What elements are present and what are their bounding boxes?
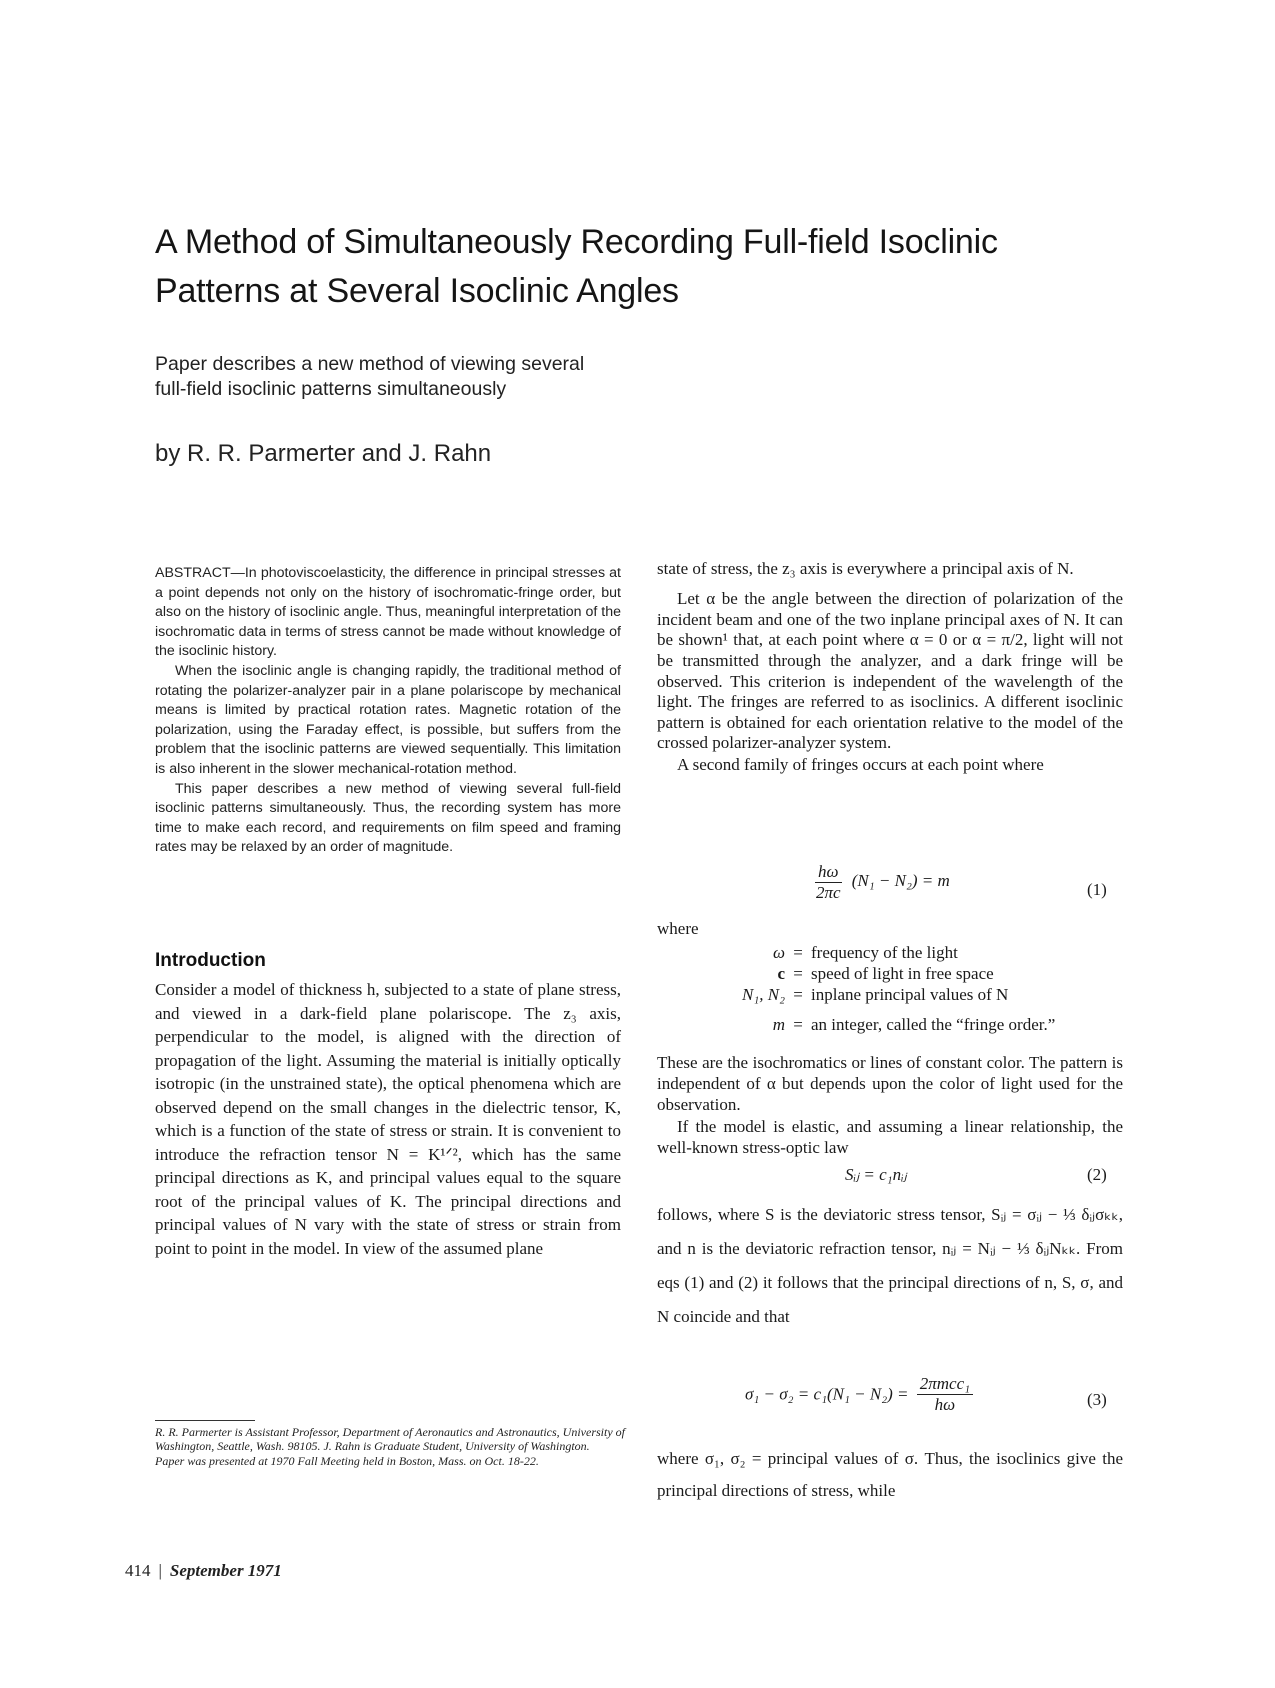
intro-paragraph-1: Consider a model of thickness h, subjected to a state of plane stress, and viewed in a dark-field plane polariscope. The z₃ axis, perpendicular to the model, is aligned with the direction of propagation of the light. Assuming the material is initially optically isotropic (in the unstrained state), the optical phenomena which are observed depend on the small changes in the dielectric tensor, K, which is a function of the state of stress or strain. It is convenient to introduce the refraction tensor N = K¹ᐟ², which has the same principal directions as K, and principal values equal to the square root of the principal values of K. The principal directions and principal values of N vary with the state of stress or strain from point to point in the model. In view of the assumed plane (155, 980, 621, 1258)
right-column-middle (657, 1052, 1123, 1158)
subtitle-line-1: Paper describes a new method of viewing several (155, 353, 585, 375)
footnote (155, 1426, 625, 1471)
title-line-2: Patterns at Several Isoclinic Angles (155, 272, 679, 310)
where-symbol: N₁, N₂ (742, 985, 785, 1005)
abstract (155, 564, 621, 858)
eq3-lhs: σ₁ − σ₂ = c₁(N₁ − N₂) = (745, 1384, 909, 1404)
right-column-top (657, 558, 1123, 775)
where-item-n1n2: N₁, N₂ = inplane principal values of N (657, 984, 1123, 1005)
eq1-rest: (N₁ − N₂) = m (851, 871, 950, 891)
eq1-numerator: hω (815, 862, 842, 883)
right-paragraph-3: These are the isochromatics or lines of constant color. The pattern is independent of α but depends upon the color of light used for the observation. (657, 1053, 1123, 1115)
footnote-rule (155, 1420, 255, 1421)
abstract-paragraph-3: This paper describes a new method of viewing several full-field isoclinic patterns simultaneously. Thus, the recording system has more time to make each record, and requirements on film speed and framing rates may be relaxed by an order of magnitude. (155, 780, 621, 856)
right-column-lower (657, 1198, 1123, 1334)
where-item-c: c = speed of light in free space (657, 963, 1123, 984)
eq1-denominator: 2πc (815, 883, 841, 902)
where-definition: inplane principal values of N (811, 985, 1009, 1005)
eq1-fraction (815, 862, 842, 903)
eq3-denominator: hω (934, 1395, 956, 1414)
footnote-presentation: Paper was presented at 1970 Fall Meeting held in Boston, Mass. on Oct. 18-22. (155, 1454, 539, 1468)
right-paragraph-2: A second family of fringes occurs at each point where (677, 754, 1044, 774)
page-number: 414 (125, 1561, 151, 1580)
paper-subtitle (155, 352, 655, 402)
folio-separator: | (158, 1561, 162, 1580)
right-paragraph-5: follows, where S is the deviatoric stress tensor, Sᵢⱼ = σᵢⱼ − ⅓ δᵢⱼσₖₖ, and n is the deviatoric refraction tensor, nᵢⱼ = Nᵢⱼ − ⅓ δᵢⱼNₖₖ. From eqs (1) and (2) it follows that the principal directions of n, S, σ, and N coincide and that (657, 1205, 1123, 1326)
abstract-paragraph-2: When the isoclinic angle is changing rapidly, the traditional method of rotating the polarizer-analyzer pair in a plane polariscope by mechanical means is limited by practical rotation rates. Magnetic rotation of the polarization, using the Faraday effect, is possible, but suffers from the problem that the isoclinic patterns are viewed sequentially. This limitation is also inherent in the slower mechanical-rotation method. (155, 662, 621, 777)
where-symbol: m (772, 1014, 785, 1034)
eq3-fraction (917, 1374, 973, 1415)
where-symbol: c (777, 964, 785, 984)
paper-title (155, 218, 1115, 316)
right-paragraph-6: where σ₁, σ₂ = principal values of σ. Thus, the isoclinics give the principal directions of stress, while (657, 1449, 1123, 1500)
equation-2-number: (2) (1087, 1165, 1107, 1184)
abstract-paragraph-1: ABSTRACT—In photoviscoelasticity, the difference in principal stresses at a point depends not only on the history of isochromatic-fringe order, but also on the history of isoclinic angle. Thus, meaningful interpretation of the isochromatic data in terms of stress cannot be made without knowledge of the isoclinic history. (155, 565, 621, 660)
where-symbol: ω (772, 943, 785, 962)
issue-date: September 1971 (169, 1561, 282, 1580)
equation-1-number: (1) (1087, 880, 1107, 899)
equation-1 (815, 862, 950, 903)
subtitle-line-2: full-field isoclinic patterns simultaneously (155, 378, 507, 400)
where-item-m: m = an integer, called the “fringe order.” (657, 1014, 1123, 1035)
author-byline: by R. R. Parmerter and J. Rahn (155, 440, 492, 467)
title-line-1: A Method of Simultaneously Recording Full-field Isoclinic (155, 223, 998, 261)
eq3-numerator: 2πmcc₁ (917, 1374, 973, 1395)
where-item-omega: ω = frequency of the light (657, 942, 1123, 963)
equation-3 (745, 1374, 973, 1415)
right-paragraph-4: If the model is elastic, and assuming a linear relationship, the well-known stress-optic law (657, 1116, 1123, 1157)
where-label: where (657, 919, 699, 938)
right-paragraph-0: state of stress, the z₃ axis is everywhere a principal axis of N. (657, 559, 1074, 578)
introduction-body (155, 978, 621, 1260)
where-definition: speed of light in free space (811, 964, 994, 984)
equation-3-number: (3) (1087, 1390, 1107, 1409)
right-column-bottom (657, 1443, 1123, 1507)
equation-2: Sᵢⱼ = c₁nᵢⱼ (845, 1165, 907, 1184)
where-definition: an integer, called the “fringe order.” (811, 1014, 1056, 1034)
right-paragraph-1: Let α be the angle between the direction of polarization of the incident beam and one of the two inplane principal axes of N. It can be shown¹ that, at each point where α = 0 or α = π/2, light will not be transmitted through the analyzer, and a dark fringe will be observed. This criterion is independent of the wavelength of the light. The fringes are referred to as isoclinics. A different isoclinic pattern is obtained for each orientation relative to the model of the crossed polarizer-analyzer system. (657, 589, 1123, 753)
where-definitions (657, 942, 1123, 1035)
footnote-authors: R. R. Parmerter is Assistant Professor, Department of Aeronautics and Astronautics, University of Washington, Seattle, Wash. 98105. J. Rahn is Graduate Student, University of Washington. (155, 1425, 625, 1453)
page-folio (125, 1561, 282, 1581)
section-heading-introduction: Introduction (155, 950, 266, 971)
where-definition: frequency of the light (811, 943, 958, 962)
